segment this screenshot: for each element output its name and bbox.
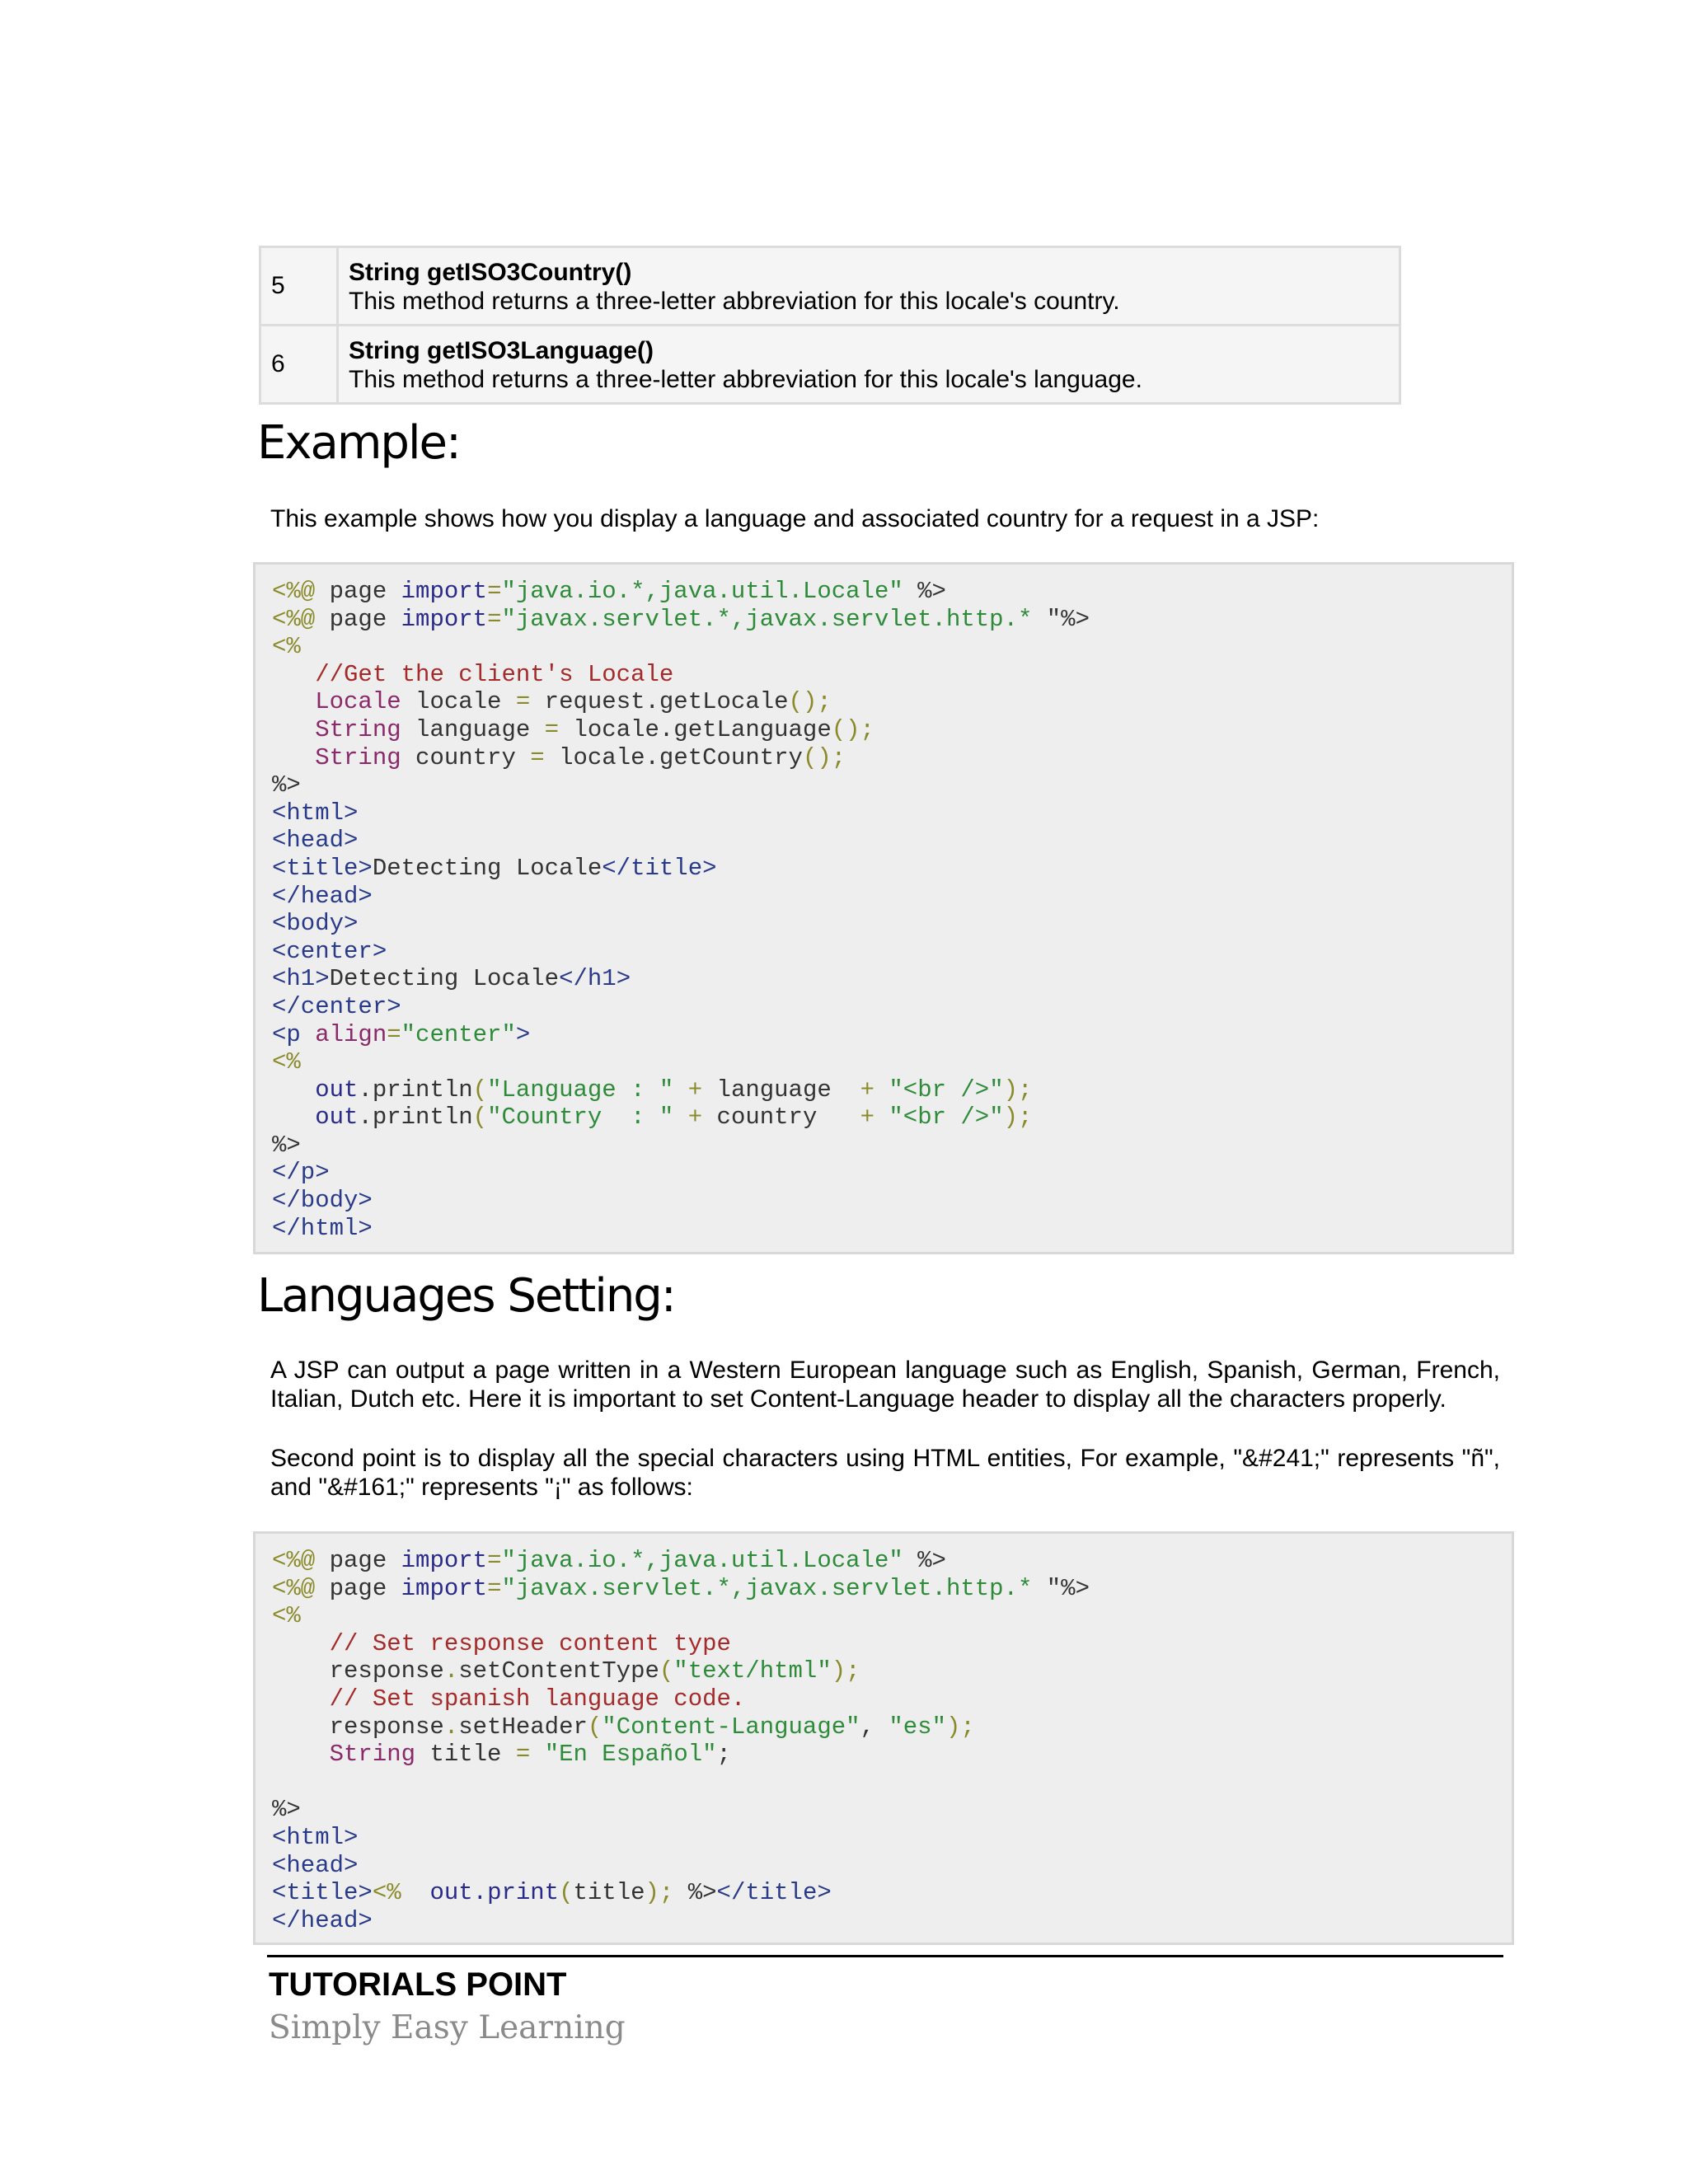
- table-row: [260, 326, 1400, 404]
- method-signature: String getISO3Language(): [349, 337, 654, 364]
- code-listing: <%@ page import="java.io.*,java.util.Locale" %> <%@ page import="javax.servlet.*,javax.servlet.http.* "%> <% // Set response content type response.setContentType("text/html"); // Set spanish language code. response.setHeader("Content-Language", "es"); String title = "En Español"; %> <html> <head> <title><% out.print(title); %></title> </head>: [272, 1547, 1090, 1934]
- languages-para-1: A JSP can output a page written in a Western European language such as English, Spanish, German, French, Italian, Dutch etc. Here it is important to set Content-Language header to display all the characters properly.: [270, 1357, 1500, 1413]
- footer-tagline: Simply Easy Learning: [269, 2009, 626, 2046]
- languages-heading: Languages Setting:: [257, 1269, 675, 1323]
- languages-para-2: Second point is to display all the special characters using HTML entities, For example, "&#241;" represents "ñ", and "&#161;" represents "¡" as follows:: [270, 1445, 1500, 1501]
- method-description: This method returns a three-letter abbreviation for this locale's country.: [349, 288, 1120, 315]
- method-description: This method returns a three-letter abbreviation for this locale's language.: [349, 366, 1142, 393]
- example-heading: Example:: [257, 416, 460, 470]
- method-cell: [338, 326, 1400, 404]
- method-cell: [338, 247, 1400, 326]
- footer-brand: TUTORIALS POINT: [269, 1966, 567, 2003]
- code-listing: <%@ page import="java.io.*,java.util.Locale" %> <%@ page import="javax.servlet.*,javax.servlet.http.* "%> <% //Get the client's Locale Locale locale = request.getLocale(); String language = locale.getLanguage(); String country = locale.getCountry(); %> <html> <head> <title>Detecting Locale</title> </head> <body> <center> <h1>Detecting Locale</h1> </center> <p align="center"> <% out.println("Language : " + language + "<br />"); out.println("Country : " + country + "<br />"); %> </p> </body> </html>: [272, 578, 1090, 1242]
- method-number: 6: [260, 326, 338, 404]
- table-row: [260, 247, 1400, 326]
- methods-table: [259, 246, 1401, 405]
- code-block-example: [253, 562, 1514, 1254]
- code-block-languages: [253, 1531, 1514, 1945]
- footer-divider: [267, 1955, 1503, 1957]
- example-intro: This example shows how you display a language and associated country for a request in a JSP:: [270, 505, 1320, 532]
- method-number: 5: [260, 247, 338, 326]
- method-signature: String getISO3Country(): [349, 259, 632, 286]
